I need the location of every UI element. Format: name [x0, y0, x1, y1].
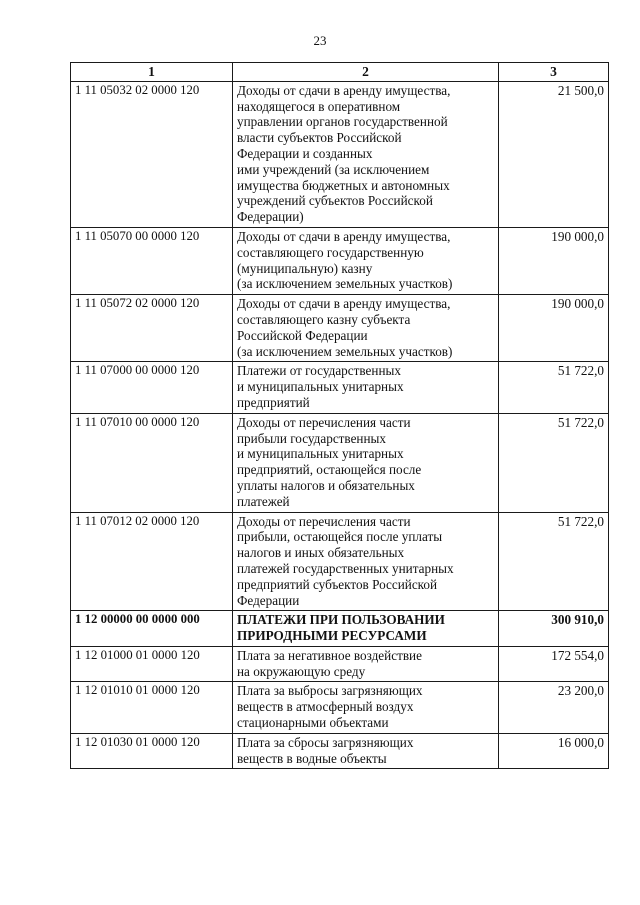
table-row: [71, 81, 609, 227]
table-row: [71, 646, 609, 682]
row-description: Доходы от сдачи в аренду имущества, составляющего государственную (муниципальную) казну (за исключением земельных участков): [233, 227, 499, 294]
row-code: 1 11 05072 02 0000 120: [71, 295, 233, 362]
row-code: 1 12 01000 01 0000 120: [71, 646, 233, 682]
table-row: [71, 733, 609, 769]
budget-table: [70, 62, 609, 769]
row-description: Плата за негативное воздействие на окружающую среду: [233, 646, 499, 682]
row-amount: 51 722,0: [499, 413, 609, 512]
row-amount: 23 200,0: [499, 682, 609, 733]
table-row: [71, 227, 609, 294]
row-amount: 21 500,0: [499, 81, 609, 227]
row-description: Плата за сбросы загрязняющих веществ в водные объекты: [233, 733, 499, 769]
row-code: 1 11 05070 00 0000 120: [71, 227, 233, 294]
table-row: [71, 362, 609, 413]
row-amount: 51 722,0: [499, 362, 609, 413]
table-row: [71, 512, 609, 611]
row-description: ПЛАТЕЖИ ПРИ ПОЛЬЗОВАНИИ ПРИРОДНЫМИ РЕСУРСАМИ: [233, 611, 499, 647]
row-code: 1 12 01010 01 0000 120: [71, 682, 233, 733]
column-header-description: 2: [233, 63, 499, 82]
column-header-code: 1: [71, 63, 233, 82]
row-code: 1 12 00000 00 0000 000: [71, 611, 233, 647]
header-row: [71, 63, 609, 82]
row-code: 1 11 07000 00 0000 120: [71, 362, 233, 413]
row-description: Платежи от государственных и муниципальных унитарных предприятий: [233, 362, 499, 413]
page-number: 23: [313, 33, 327, 48]
row-amount: 172 554,0: [499, 646, 609, 682]
table-row: [71, 682, 609, 733]
table-body: [71, 81, 609, 769]
row-amount: 190 000,0: [499, 295, 609, 362]
table-row: [71, 295, 609, 362]
row-description: Плата за выбросы загрязняющих веществ в атмосферный воздух стационарными объектами: [233, 682, 499, 733]
row-code: 1 11 07012 02 0000 120: [71, 512, 233, 611]
row-amount: 190 000,0: [499, 227, 609, 294]
row-code: 1 11 05032 02 0000 120: [71, 81, 233, 227]
row-description: Доходы от сдачи в аренду имущества, находящегося в оперативном управлении органов государственной власти субъектов Российской Федерации и созданных ими учреждений (за исключением имущества бюджетных и автономных учреждений субъектов Российской Федерации): [233, 81, 499, 227]
row-description: Доходы от перечисления части прибыли государственных и муниципальных унитарных предприятий, остающейся после уплаты налогов и обязательных платежей: [233, 413, 499, 512]
row-description: Доходы от сдачи в аренду имущества, составляющего казну субъекта Российской Федерации (за исключением земельных участков): [233, 295, 499, 362]
row-amount: 16 000,0: [499, 733, 609, 769]
table-header: [71, 63, 609, 82]
row-description: Доходы от перечисления части прибыли, остающейся после уплаты налогов и иных обязательных платежей государственных унитарных предприятий субъектов Российской Федерации: [233, 512, 499, 611]
row-code: 1 11 07010 00 0000 120: [71, 413, 233, 512]
row-amount: 51 722,0: [499, 512, 609, 611]
column-header-amount: 3: [499, 63, 609, 82]
row-amount: 300 910,0: [499, 611, 609, 647]
table-row-section-total: [71, 611, 609, 647]
row-code: 1 12 01030 01 0000 120: [71, 733, 233, 769]
table-row: [71, 413, 609, 512]
